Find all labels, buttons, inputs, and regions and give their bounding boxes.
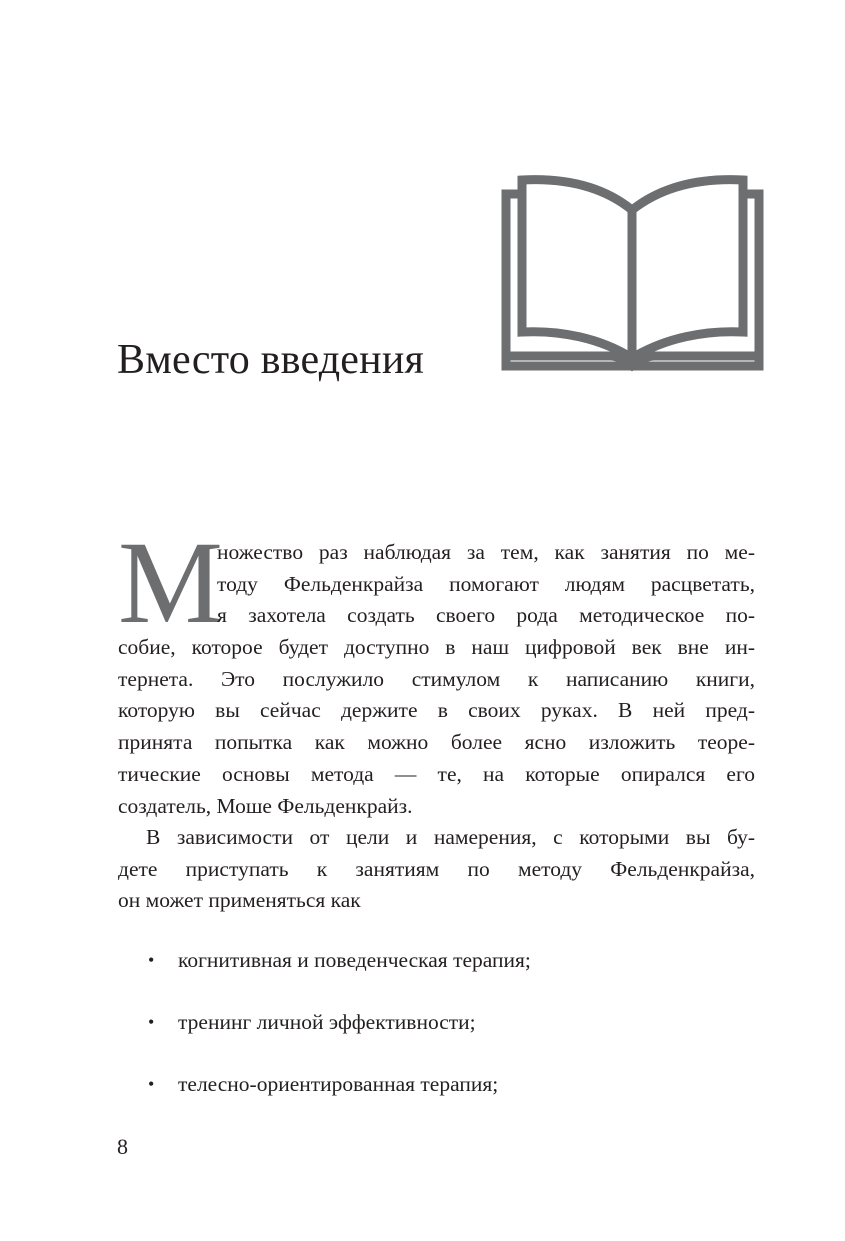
chapter-title: Вместо введения bbox=[117, 337, 425, 383]
text-line: я захотела создать своего рода методическое по- bbox=[217, 603, 755, 628]
text-line: собие, которое будет доступно в наш цифровой век вне ин- bbox=[118, 635, 755, 660]
open-book-icon bbox=[500, 172, 765, 372]
bullet-icon: • bbox=[148, 1012, 155, 1033]
text-line: дете приступать к занятиям по методу Фельденкрайза, bbox=[118, 856, 755, 881]
text-line: он может применяться как bbox=[118, 888, 361, 913]
text-line: тические основы метода — те, на которые опирался его bbox=[118, 761, 755, 786]
list-item bbox=[148, 1069, 531, 1101]
bullet-icon: • bbox=[148, 1074, 155, 1095]
paragraph-intro bbox=[118, 537, 755, 822]
text-line: тоду Фельденкрайза помогают людям расцветать, bbox=[217, 571, 755, 596]
text-line: создатель, Моше Фельденкрайз. bbox=[118, 793, 413, 818]
text-line: ножество раз наблюдая за тем, как занятия по ме- bbox=[217, 540, 755, 564]
list-item bbox=[148, 1007, 531, 1039]
text-line: В зависимости от цели и намерения, с которыми вы бу- bbox=[146, 825, 755, 849]
drop-cap: М bbox=[118, 517, 223, 648]
paragraph-applications bbox=[118, 822, 755, 917]
page-number: 8 bbox=[117, 1134, 128, 1159]
bullet-list bbox=[148, 945, 531, 1132]
text-line: принята попытка как можно более ясно изложить теоре- bbox=[118, 730, 755, 755]
bullet-icon: • bbox=[148, 950, 155, 970]
list-item-text: когнитивная и поведенческая терапия; bbox=[178, 948, 531, 972]
list-item bbox=[148, 945, 531, 977]
text-line: тернета. Это послужило стимулом к написанию книги, bbox=[118, 666, 755, 691]
list-item-text: телесно-ориентированная терапия; bbox=[178, 1072, 499, 1097]
list-item-text: тренинг личной эффективности; bbox=[178, 1010, 476, 1035]
text-line: которую вы сейчас держите в своих руках. В ней пред- bbox=[118, 698, 755, 723]
